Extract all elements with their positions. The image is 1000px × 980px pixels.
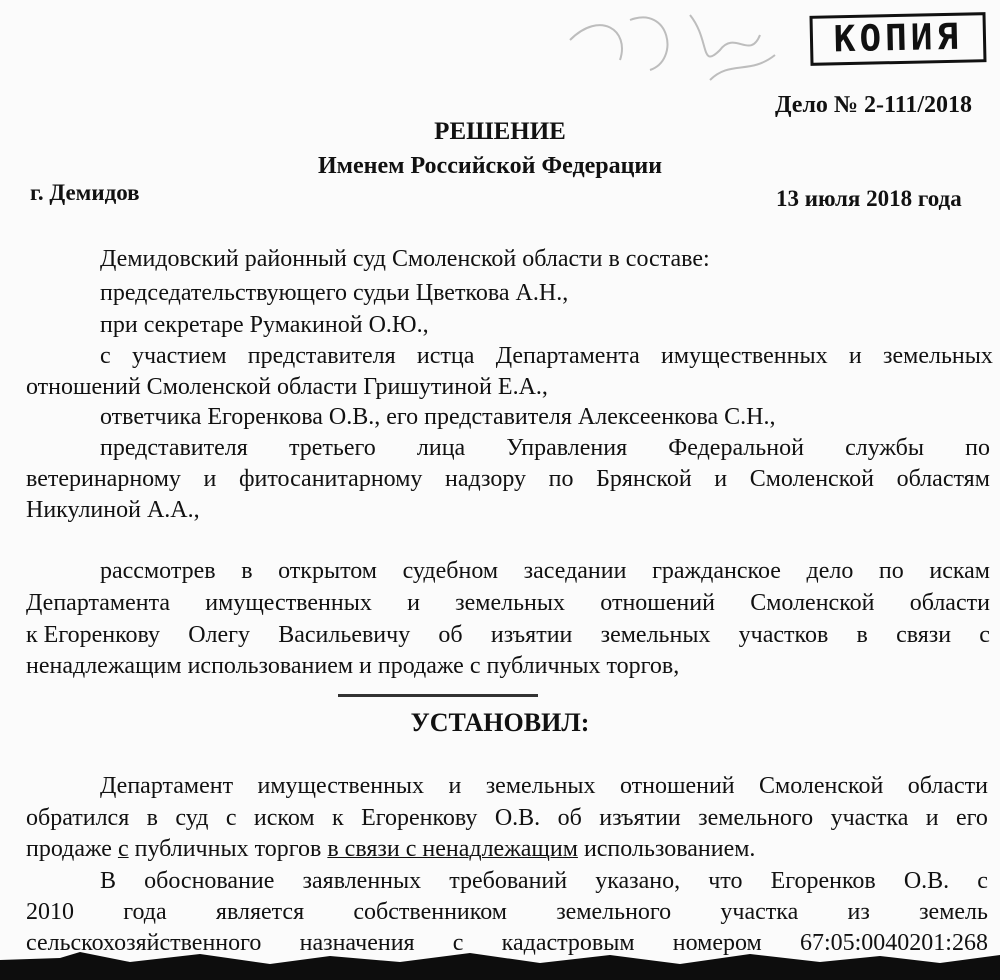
judge-line: председательствующего судьи Цветкова А.Н., — [100, 280, 569, 306]
word: заявленных — [302, 868, 422, 894]
word: об — [557, 805, 582, 831]
word: указано, — [595, 868, 681, 894]
word: земельных — [485, 773, 596, 799]
word: отношений — [600, 590, 715, 616]
word: земельных — [455, 590, 566, 616]
secretary-line: при секретаре Румакиной О.Ю., — [100, 312, 429, 338]
word: ветеринарному — [26, 466, 181, 492]
word: в — [856, 622, 868, 648]
word: Васильевичу — [278, 622, 411, 648]
section-heading: УСТАНОВИЛ: — [410, 708, 590, 737]
word: участка — [720, 899, 799, 925]
word: требований — [449, 868, 568, 894]
word: земельных — [600, 622, 711, 648]
word: по — [878, 558, 904, 584]
para1-word-c: публичных торгов — [134, 836, 322, 862]
considered-line-1 — [100, 558, 990, 585]
word: и — [925, 805, 939, 831]
word: Департамент — [100, 773, 234, 799]
word: заседании — [523, 558, 627, 584]
word: имущественных — [205, 590, 372, 616]
word: обратился — [26, 805, 130, 831]
word: Управления — [506, 435, 628, 461]
word: и — [448, 773, 462, 799]
word: 67:05:0040201:268 — [799, 930, 988, 956]
decision-date: 13 июля 2018 года — [776, 186, 962, 211]
third-party-line-1 — [100, 435, 990, 462]
word: О.В. — [903, 868, 950, 894]
word: третьего — [288, 435, 376, 461]
copy-stamp: КОПИЯ — [809, 12, 986, 66]
word: земельного — [698, 805, 814, 831]
word: с — [452, 930, 464, 956]
plaintiff-rep-line-2: отношений Смоленской области Гришутиной Е.А., — [26, 374, 548, 400]
word: суд — [175, 805, 209, 831]
word: номером — [672, 930, 762, 956]
word: с — [977, 868, 988, 894]
word: гражданское — [652, 558, 781, 584]
word: рассмотрев — [100, 558, 216, 584]
word: истца — [416, 343, 475, 369]
third-party-line-3: Никулиной А.А., — [26, 497, 200, 523]
word: представителя — [247, 343, 396, 369]
word: и — [203, 466, 217, 492]
word: назначения — [299, 930, 415, 956]
word: с — [225, 805, 237, 831]
city: г. Демидов — [30, 180, 140, 205]
plaintiff-rep-line-1 — [100, 343, 993, 370]
handwritten-signature — [560, 0, 790, 90]
word: что — [708, 868, 743, 894]
word: участием — [131, 343, 227, 369]
para1-line-3 — [26, 836, 755, 863]
para2-line-2 — [26, 899, 988, 926]
para1-word-e: использованием. — [577, 836, 756, 862]
word: Департамента — [495, 343, 640, 369]
para2-line-1 — [100, 868, 988, 895]
word: обоснование — [144, 868, 275, 894]
word: 2010 — [26, 899, 74, 925]
word: и — [407, 590, 420, 616]
word: областям — [896, 466, 990, 492]
word: и — [714, 466, 728, 492]
divider — [338, 694, 538, 697]
word: представителя — [100, 435, 248, 461]
word: Смоленской — [749, 466, 874, 492]
word: надзору — [445, 466, 527, 492]
court-line: Демидовский районный суд Смоленской области в составе: — [100, 246, 710, 272]
word: Брянской — [596, 466, 692, 492]
considered-line-3 — [26, 622, 990, 649]
para1-word-d: в связи с ненадлежащим — [327, 836, 578, 862]
word: Смоленской — [759, 773, 884, 799]
word: В — [100, 868, 117, 894]
para1-word-a: продаже — [26, 836, 112, 862]
word: Егоренкову — [361, 805, 478, 831]
word: участков — [738, 622, 829, 648]
torn-edge — [0, 950, 1000, 980]
word: судебном — [402, 558, 499, 584]
word: об — [438, 622, 463, 648]
word: земель — [919, 899, 988, 925]
word: года — [123, 899, 167, 925]
considered-line-4: ненадлежащим использованием и продаже с публичных торгов, — [26, 653, 680, 679]
para1-line-2 — [26, 805, 988, 832]
word: с — [979, 622, 990, 648]
word: Федеральной — [668, 435, 804, 461]
word: открытом — [278, 558, 377, 584]
word: искам — [929, 558, 990, 584]
word: к Егоренкову — [26, 622, 161, 648]
word: связи — [896, 622, 952, 648]
word: в — [241, 558, 253, 584]
word: иском — [253, 805, 315, 831]
word: области — [907, 773, 988, 799]
word: дело — [806, 558, 854, 584]
word: Олегу — [188, 622, 251, 648]
word: службы — [845, 435, 924, 461]
considered-line-2 — [26, 590, 990, 617]
word: отношений — [619, 773, 735, 799]
word: Егоренков — [770, 868, 876, 894]
word: земельных — [883, 343, 993, 369]
defendant-line: ответчика Егоренкова О.В., его представителя Алексеенкова С.Н., — [100, 404, 776, 430]
word: и — [848, 343, 862, 369]
word: является — [215, 899, 305, 925]
para1-word-b: с — [117, 836, 129, 862]
word: собственником — [353, 899, 507, 925]
document-title: РЕШЕНИЕ — [434, 118, 566, 145]
third-party-line-2 — [26, 466, 990, 493]
word: сельскохозяйственного — [26, 930, 262, 956]
para1-line-1 — [100, 773, 988, 800]
word: О.В. — [494, 805, 541, 831]
word: изъятии — [599, 805, 681, 831]
word: к — [332, 805, 344, 831]
document-subtitle: Именем Российской Федерации — [318, 153, 663, 179]
word: кадастровым — [501, 930, 635, 956]
word: в — [146, 805, 158, 831]
word: с — [100, 343, 111, 369]
word: его — [956, 805, 988, 831]
word: по — [965, 435, 990, 461]
word: области — [909, 590, 990, 616]
word: Департамента — [26, 590, 171, 616]
word: имущественных — [257, 773, 425, 799]
word: Смоленской — [750, 590, 875, 616]
case-number: Дело № 2-111/2018 — [775, 92, 973, 118]
word: земельного — [556, 899, 672, 925]
word: из — [847, 899, 870, 925]
word: лица — [416, 435, 466, 461]
word: имущественных — [661, 343, 828, 369]
word: участка — [830, 805, 909, 831]
word: изъятии — [490, 622, 573, 648]
word: по — [548, 466, 574, 492]
word: фитосанитарному — [238, 466, 423, 492]
